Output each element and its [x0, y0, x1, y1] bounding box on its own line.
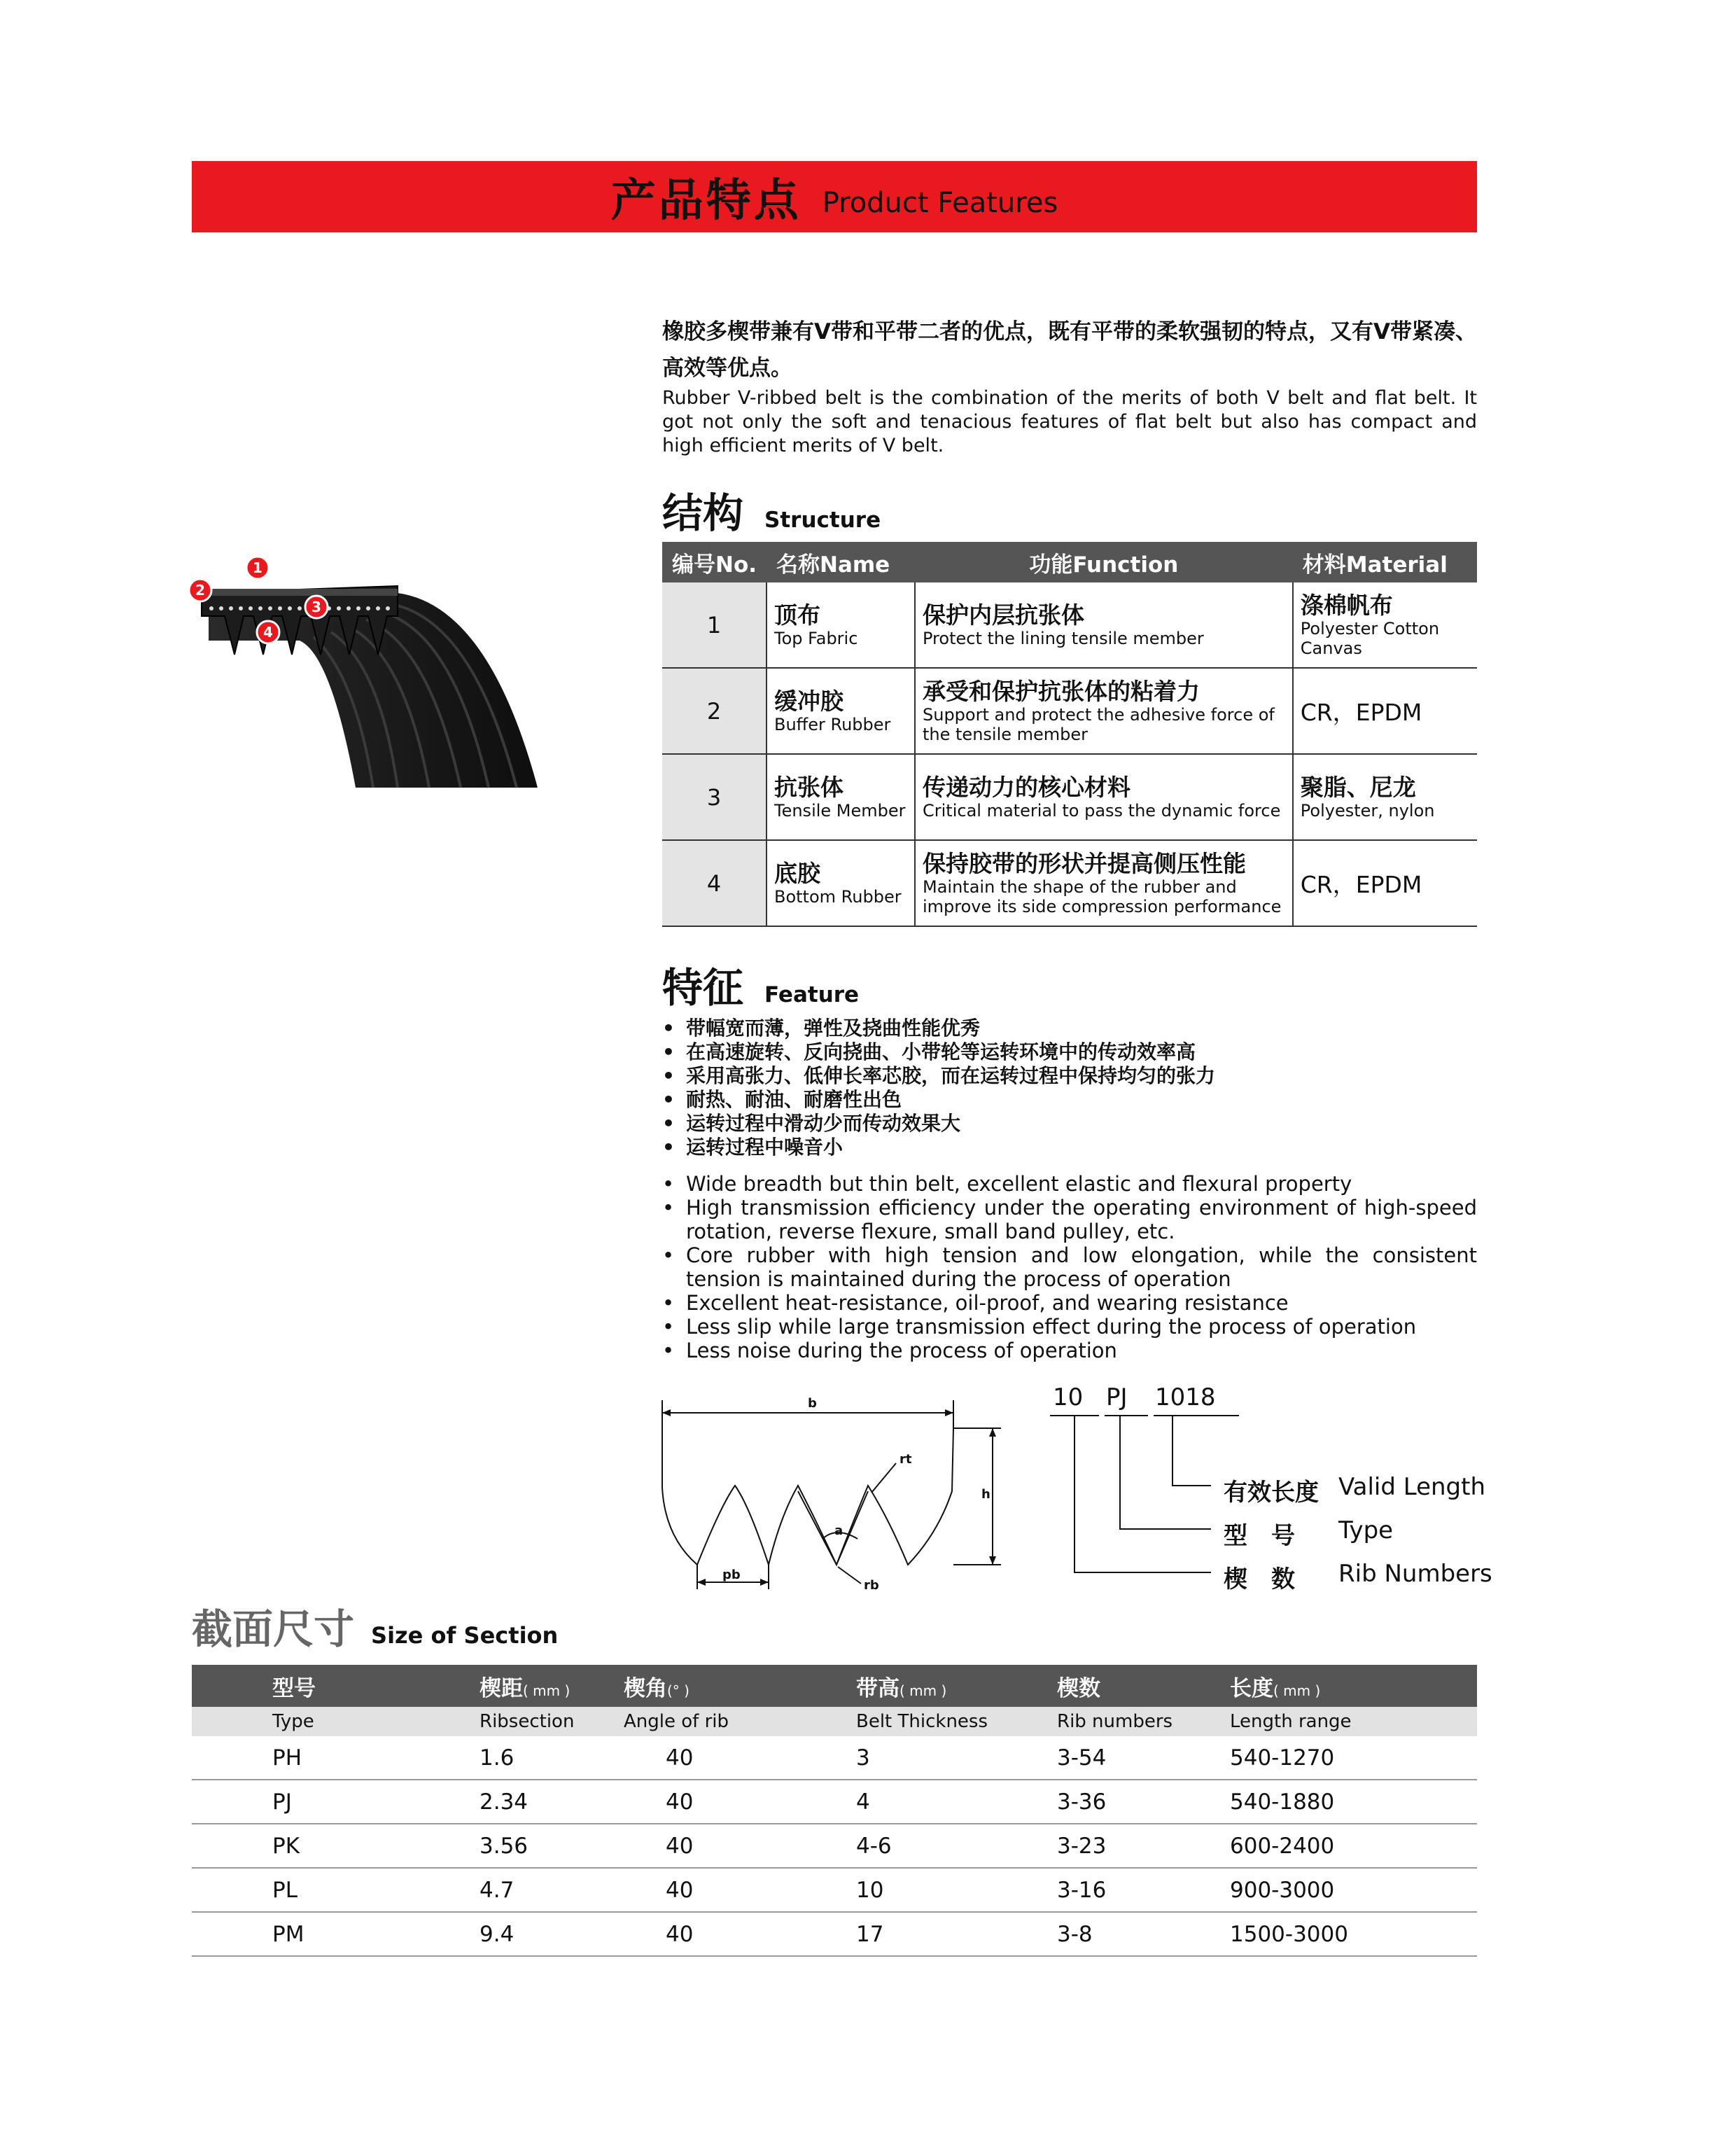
table-row	[192, 1780, 1477, 1824]
label-b: b	[808, 1396, 817, 1411]
bullet: •	[662, 1088, 675, 1111]
function-en: Support and protect the adhesive force of the tensile member	[923, 704, 1275, 744]
cell-type: PL	[192, 1868, 410, 1912]
name-zh: 抗张体	[774, 773, 844, 801]
list-item	[662, 1315, 1477, 1339]
function-en: Critical material to pass the dynamic force	[923, 800, 1281, 821]
marker-2	[189, 579, 211, 601]
table-row	[192, 1736, 1477, 1780]
row-material: CR，EPDM	[1293, 668, 1477, 754]
svg-text:3: 3	[312, 599, 321, 615]
subheader-ribsection: Ribsection	[410, 1707, 624, 1736]
cell-angle: 40	[624, 1824, 855, 1868]
name-zh: 顶布	[774, 601, 820, 629]
name-en: Tensile Member	[774, 800, 906, 821]
header-rib-numbers: 楔数	[1056, 1665, 1229, 1707]
cell-rib-numbers: 3-54	[1056, 1736, 1229, 1780]
row-no: 1	[662, 582, 766, 668]
header-type: 型号	[192, 1665, 410, 1707]
feature-heading	[662, 955, 859, 1014]
cell-ribsection: 1.6	[410, 1736, 624, 1780]
row-material: CR，EPDM	[1293, 840, 1477, 926]
cell-thickness: 4	[855, 1780, 1056, 1824]
function-zh: 承受和保护抗张体的粘着力	[923, 677, 1200, 705]
list-item	[662, 1088, 1477, 1112]
function-zh: 传递动力的核心材料	[923, 773, 1130, 801]
cell-thickness: 17	[855, 1912, 1056, 1956]
size-header-row	[192, 1665, 1477, 1707]
feature-list-zh	[662, 1017, 1477, 1159]
legend-rib-numbers-zh: 楔 数	[1224, 1565, 1295, 1593]
header-no: 编号No.	[662, 542, 766, 582]
bullet: •	[662, 1315, 675, 1339]
row-no: 3	[662, 754, 766, 840]
label-h: h	[981, 1487, 990, 1502]
belt-illustration	[188, 550, 552, 791]
row-name	[766, 840, 915, 926]
row-name	[766, 668, 915, 754]
table-row	[192, 1824, 1477, 1868]
feature-list-en	[662, 1172, 1477, 1362]
size-heading	[192, 1596, 558, 1655]
row-material	[1293, 754, 1477, 840]
material-zh: 涤棉帆布	[1300, 591, 1393, 619]
size-title-en: Size of Section	[371, 1622, 559, 1649]
bullet: •	[662, 1291, 675, 1315]
bullet: •	[662, 1064, 675, 1087]
structure-title-en: Structure	[764, 508, 881, 533]
name-en: Buffer Rubber	[774, 714, 891, 734]
bullet: •	[662, 1339, 675, 1362]
name-zh: 底胶	[774, 859, 820, 887]
row-function	[915, 840, 1293, 926]
code-ribs: 10	[1053, 1383, 1084, 1411]
row-function	[915, 754, 1293, 840]
feature-title-zh: 特征	[662, 964, 744, 1012]
designation-legend	[1043, 1379, 1492, 1596]
marker-1	[246, 557, 269, 579]
row-material	[1293, 582, 1477, 668]
cell-thickness: 3	[855, 1736, 1056, 1780]
svg-text:2: 2	[195, 582, 205, 599]
cell-ribsection: 9.4	[410, 1912, 624, 1956]
cell-ribsection: 2.34	[410, 1780, 624, 1824]
label-rt: rt	[899, 1452, 912, 1467]
subheader-type: Type	[192, 1707, 410, 1736]
list-item	[662, 1243, 1477, 1291]
row-name	[766, 582, 915, 668]
cell-angle: 40	[624, 1868, 855, 1912]
cell-thickness: 10	[855, 1868, 1056, 1912]
list-item	[662, 1172, 1477, 1196]
table-row	[662, 840, 1477, 926]
table-row	[192, 1868, 1477, 1912]
header-function: 功能Function	[915, 542, 1293, 582]
legend-type-zh: 型 号	[1224, 1522, 1295, 1550]
legend-rib-numbers-en: Rib Numbers	[1338, 1560, 1492, 1588]
structure-table	[662, 542, 1477, 927]
material-en: Polyester, nylon	[1300, 800, 1435, 821]
subheader-thickness: Belt Thickness	[855, 1707, 1056, 1736]
structure-header-row	[662, 542, 1477, 582]
cell-length: 540-1880	[1229, 1780, 1477, 1824]
row-no: 2	[662, 668, 766, 754]
banner-title-zh: 产品特点	[610, 175, 802, 227]
bullet: •	[662, 1243, 675, 1267]
header-length: 长度( mm )	[1229, 1665, 1477, 1707]
function-zh: 保持胶带的形状并提高侧压性能	[923, 849, 1246, 877]
marker-3	[305, 596, 328, 618]
cell-ribsection: 3.56	[410, 1824, 624, 1868]
function-zh: 保护内层抗张体	[923, 601, 1084, 629]
label-pb: pb	[722, 1568, 741, 1582]
feature-zh-text: 采用高张力、低伸长率芯胶，而在运转过程中保持均匀的张力	[686, 1064, 1216, 1087]
feature-en-text: Excellent heat-resistance, oil-proof, and wearing resistance	[686, 1291, 1289, 1315]
cell-length: 600-2400	[1229, 1824, 1477, 1868]
bullet: •	[662, 1017, 675, 1040]
name-en: Bottom Rubber	[774, 886, 902, 907]
list-item	[662, 1112, 1477, 1136]
material-zh: 聚脂、尼龙	[1300, 773, 1416, 801]
list-item	[662, 1291, 1477, 1315]
feature-title-en: Feature	[764, 982, 860, 1007]
bullet: •	[662, 1172, 675, 1196]
header-thickness: 带高( mm )	[855, 1665, 1056, 1707]
cell-length: 540-1270	[1229, 1736, 1477, 1780]
feature-zh-text: 耐热、耐油、耐磨性出色	[686, 1088, 902, 1111]
legend-valid-length-zh: 有效长度	[1224, 1479, 1319, 1507]
label-rb: rb	[864, 1578, 879, 1593]
title-banner	[192, 161, 1477, 232]
cell-thickness: 4-6	[855, 1824, 1056, 1868]
bullet: •	[662, 1112, 675, 1135]
code-length: 1018	[1155, 1383, 1216, 1411]
cell-rib-numbers: 3-16	[1056, 1868, 1229, 1912]
row-function	[915, 582, 1293, 668]
feature-zh-text: 带幅宽而薄，弹性及挠曲性能优秀	[686, 1017, 981, 1040]
row-function	[915, 668, 1293, 754]
cell-type: PH	[192, 1736, 410, 1780]
list-item	[662, 1017, 1477, 1040]
structure-title-zh: 结构	[662, 489, 744, 537]
cell-rib-numbers: 3-23	[1056, 1824, 1229, 1868]
bullet: •	[662, 1196, 675, 1220]
feature-zh-text: 运转过程中噪音小	[686, 1136, 844, 1159]
feature-en-text: Less noise during the process of operation	[686, 1339, 1117, 1362]
header-ribsection: 楔距( mm )	[410, 1665, 624, 1707]
size-title-zh: 截面尺寸	[192, 1605, 355, 1653]
table-row	[662, 754, 1477, 840]
legend-valid-length-en: Valid Length	[1338, 1473, 1486, 1501]
list-item	[662, 1040, 1477, 1064]
size-subheader-row	[192, 1707, 1477, 1736]
feature-en-text: High transmission efficiency under the operating environment of high-speed rotation, reverse flexure, small band pulley, etc.	[686, 1196, 1477, 1243]
subheader-length: Length range	[1229, 1707, 1477, 1736]
cell-type: PJ	[192, 1780, 410, 1824]
list-item	[662, 1339, 1477, 1362]
row-no: 4	[662, 840, 766, 926]
name-zh: 缓冲胶	[774, 687, 844, 715]
list-item	[662, 1136, 1477, 1159]
intro-text-zh: 橡胶多楔带兼有V带和平带二者的优点，既有平带的柔软强韧的特点，又有V带紧凑、高效等优点。	[662, 319, 1477, 381]
list-item	[662, 1064, 1477, 1088]
function-en: Maintain the shape of the rubber and improve its side compression performance	[923, 877, 1282, 916]
table-row	[662, 582, 1477, 668]
subheader-angle: Angle of rib	[624, 1707, 855, 1736]
marker-4	[257, 621, 279, 643]
cell-angle: 40	[624, 1736, 855, 1780]
cell-type: PM	[192, 1912, 410, 1956]
cell-rib-numbers: 3-8	[1056, 1912, 1229, 1956]
subheader-rib-numbers: Rib numbers	[1056, 1707, 1229, 1736]
header-name: 名称Name	[766, 542, 915, 582]
table-row	[662, 668, 1477, 754]
feature-zh-text: 运转过程中滑动少而传动效果大	[686, 1112, 961, 1135]
material-en: Polyester Cotton Canvas	[1300, 618, 1440, 658]
list-item	[662, 1196, 1477, 1243]
cell-angle: 40	[624, 1912, 855, 1956]
feature-en-text: Less slip while large transmission effect during the process of operation	[686, 1315, 1417, 1339]
code-type: PJ	[1106, 1383, 1128, 1411]
cell-type: PK	[192, 1824, 410, 1868]
svg-text:1: 1	[253, 559, 262, 576]
cell-rib-numbers: 3-36	[1056, 1780, 1229, 1824]
label-a: a	[834, 1523, 844, 1538]
function-en: Protect the lining tensile member	[923, 628, 1204, 648]
name-en: Top Fabric	[774, 628, 858, 648]
size-table	[192, 1665, 1477, 1957]
structure-heading	[662, 480, 881, 539]
row-name	[766, 754, 915, 840]
cell-angle: 40	[624, 1780, 855, 1824]
svg-text:4: 4	[263, 624, 273, 641]
header-material: 材料Material	[1293, 542, 1477, 582]
feature-en-text: Wide breadth but thin belt, excellent elastic and flexural property	[686, 1172, 1352, 1196]
intro-text-en: Rubber V-ribbed belt is the combination of the merits of both V belt and flat belt. It got not only the soft and tenacious features of flat belt but also has compact and high efficient merits of V belt.	[662, 387, 1477, 456]
feature-en-text: Core rubber with high tension and low elongation, while the consistent tension is maintained during the process of operation	[686, 1243, 1477, 1291]
feature-zh-text: 在高速旋转、反向挠曲、小带轮等运转环境中的传动效率高	[686, 1040, 1196, 1063]
table-row	[192, 1912, 1477, 1956]
banner-title-en: Product Features	[822, 187, 1058, 219]
bullet: •	[662, 1040, 675, 1063]
cell-ribsection: 4.7	[410, 1868, 624, 1912]
legend-type-en: Type	[1338, 1516, 1394, 1544]
cell-length: 900-3000	[1229, 1868, 1477, 1912]
header-angle: 楔角(° )	[624, 1665, 855, 1707]
cell-length: 1500-3000	[1229, 1912, 1477, 1956]
bullet: •	[662, 1136, 675, 1159]
section-dimension-diagram	[658, 1386, 1022, 1596]
